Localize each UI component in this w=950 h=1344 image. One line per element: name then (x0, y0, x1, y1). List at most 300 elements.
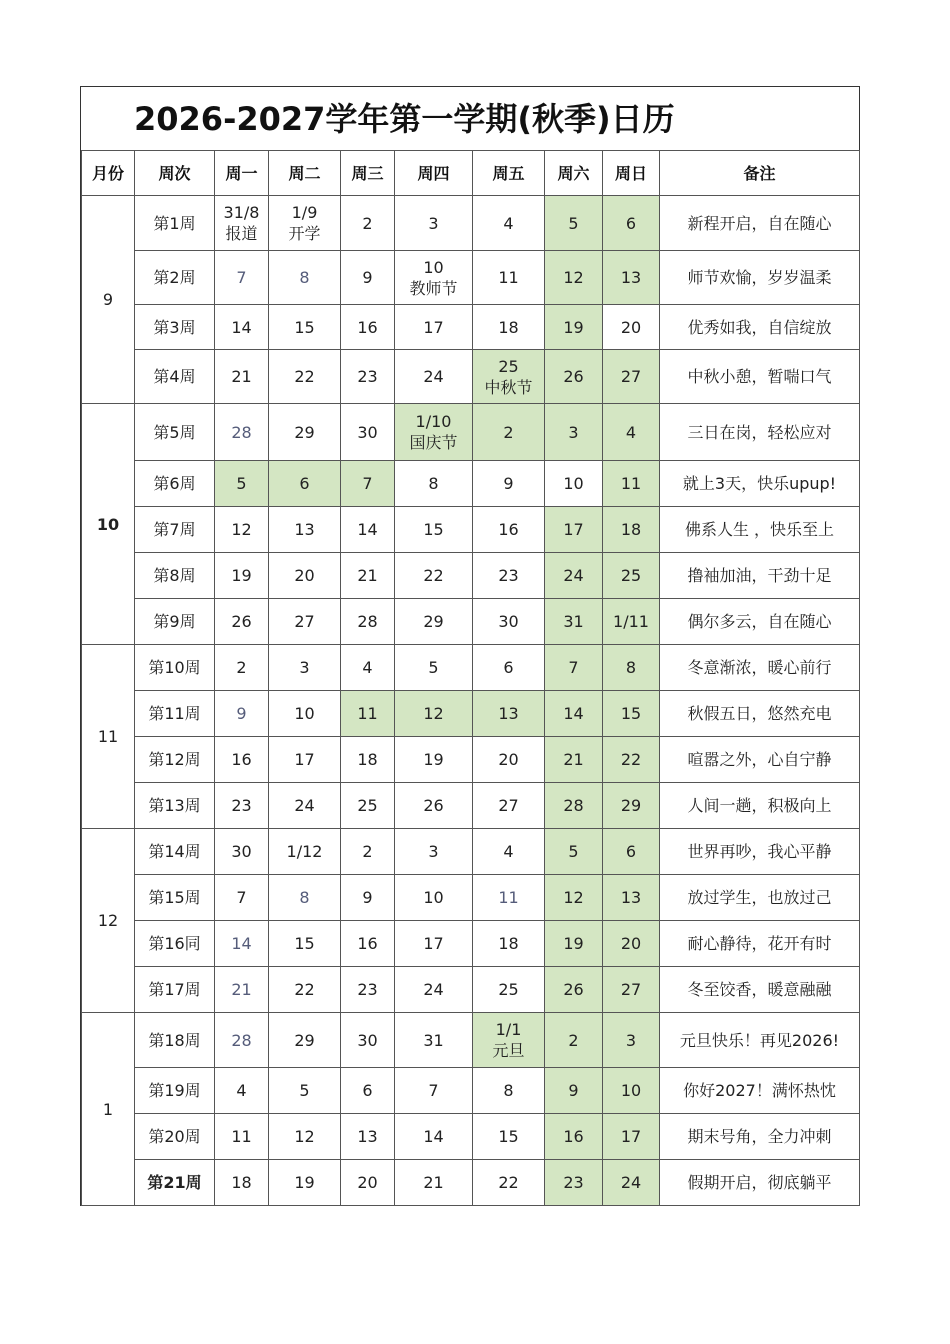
header-month: 月份 (82, 151, 135, 196)
day-number: 14 (357, 520, 378, 539)
day-cell (341, 875, 395, 921)
day-cell (603, 783, 660, 829)
day-cell (215, 1068, 269, 1114)
day-cell (215, 507, 269, 553)
day-cell (545, 1013, 603, 1068)
day-number: 16 (498, 520, 519, 539)
day-number: 15 (498, 1127, 519, 1146)
day-cell (269, 350, 341, 404)
day-number: 21 (423, 1173, 444, 1192)
day-number: 21 (357, 566, 378, 585)
day-cell (473, 461, 545, 507)
day-cell (603, 599, 660, 645)
day-number: 31 (563, 612, 584, 631)
day-cell (395, 404, 473, 461)
day-number: 23 (231, 796, 252, 815)
day-number: 17 (423, 934, 444, 953)
day-number: 13 (620, 268, 642, 287)
day-number: 18 (231, 1173, 252, 1192)
day-cell (545, 196, 603, 251)
day-number: 4 (503, 842, 514, 861)
day-cell (215, 645, 269, 691)
day-number: 30 (498, 612, 519, 631)
day-number: 12 (423, 704, 444, 723)
day-cell (341, 196, 395, 251)
day-number: 6 (625, 842, 637, 861)
day-cell (473, 691, 545, 737)
day-cell (269, 967, 341, 1013)
week-row (82, 875, 860, 921)
day-number: 5 (428, 658, 439, 677)
day-number: 14 (231, 934, 252, 953)
day-number: 11 (231, 1127, 252, 1146)
day-number: 31 (423, 1030, 444, 1050)
day-number: 13 (498, 704, 519, 723)
day-number: 21 (231, 980, 252, 999)
day-cell (395, 783, 473, 829)
day-cell (395, 1013, 473, 1068)
day-cell (473, 251, 545, 305)
day-number: 21 (231, 367, 252, 386)
day-event: 中秋节 (484, 377, 533, 397)
day-number: 2 (236, 658, 247, 677)
day-number: 30 (357, 1030, 378, 1050)
day-number: 6 (362, 1081, 373, 1100)
week-row (82, 553, 860, 599)
day-cell (269, 404, 341, 461)
day-cell (603, 404, 660, 461)
day-cell (215, 829, 269, 875)
day-cell (215, 691, 269, 737)
week-label: 第20周 (135, 1114, 215, 1160)
day-number: 5 (568, 213, 579, 233)
day-cell (603, 967, 660, 1013)
month-cell: 1 (82, 1013, 135, 1206)
week-label: 第7周 (135, 507, 215, 553)
day-number: 5 (568, 842, 579, 861)
note-cell: 中秋小憩，暂喘口气 (660, 350, 860, 404)
day-cell (395, 1068, 473, 1114)
week-row (82, 1068, 860, 1114)
day-cell (545, 691, 603, 737)
day-cell (215, 251, 269, 305)
day-number: 1/10 (415, 412, 452, 431)
day-cell (473, 1013, 545, 1068)
day-number: 26 (563, 367, 584, 386)
day-number: 22 (423, 566, 444, 585)
day-cell (341, 553, 395, 599)
week-label: 第8周 (135, 553, 215, 599)
day-cell (215, 599, 269, 645)
day-cell (545, 737, 603, 783)
week-label: 第9周 (135, 599, 215, 645)
day-cell (473, 599, 545, 645)
day-number: 7 (362, 474, 373, 493)
day-number: 20 (357, 1173, 378, 1192)
day-cell (269, 921, 341, 967)
day-number: 27 (498, 796, 519, 815)
day-number: 29 (294, 1030, 315, 1050)
day-number: 9 (503, 474, 514, 493)
day-cell (395, 553, 473, 599)
day-number: 26 (563, 980, 584, 999)
header-week: 周次 (135, 151, 215, 196)
day-cell (603, 196, 660, 251)
day-cell (545, 921, 603, 967)
day-number: 10 (563, 474, 584, 493)
day-number: 20 (498, 750, 519, 769)
day-number: 18 (498, 934, 519, 953)
day-number: 29 (620, 796, 642, 815)
week-row (82, 1013, 860, 1068)
month-cell: 9 (82, 196, 135, 404)
day-cell (395, 875, 473, 921)
week-row (82, 1114, 860, 1160)
day-number: 19 (231, 566, 252, 585)
week-row (82, 404, 860, 461)
day-cell (269, 691, 341, 737)
day-number: 29 (423, 612, 444, 631)
day-cell (341, 921, 395, 967)
day-cell (215, 404, 269, 461)
day-cell (603, 691, 660, 737)
day-number: 22 (294, 367, 315, 386)
day-cell (473, 553, 545, 599)
day-cell (545, 967, 603, 1013)
day-number: 3 (299, 658, 310, 677)
day-number: 3 (625, 1030, 637, 1050)
day-cell (473, 196, 545, 251)
week-label: 第6周 (135, 461, 215, 507)
day-number: 11 (620, 474, 642, 493)
day-cell (269, 507, 341, 553)
day-cell (341, 1160, 395, 1206)
note-cell: 喧嚣之外，心自宁静 (660, 737, 860, 783)
day-event: 教师节 (409, 278, 458, 298)
day-number: 13 (620, 888, 642, 907)
week-row (82, 305, 860, 350)
day-cell (545, 645, 603, 691)
day-cell (269, 1068, 341, 1114)
day-number: 12 (294, 1127, 315, 1146)
day-cell (395, 461, 473, 507)
day-cell (473, 783, 545, 829)
day-cell (341, 737, 395, 783)
day-cell (395, 251, 473, 305)
day-number: 10 (294, 704, 315, 723)
day-cell (341, 1013, 395, 1068)
day-number: 11 (357, 704, 378, 723)
note-cell: 冬意渐浓，暖心前行 (660, 645, 860, 691)
day-cell (341, 1068, 395, 1114)
week-row (82, 196, 860, 251)
day-cell (215, 350, 269, 404)
day-cell (269, 1013, 341, 1068)
day-cell (603, 350, 660, 404)
day-number: 22 (620, 750, 642, 769)
day-number: 16 (357, 317, 378, 337)
day-number: 4 (236, 1081, 247, 1100)
header-sun: 周日 (603, 151, 660, 196)
week-row (82, 691, 860, 737)
day-number: 20 (620, 317, 642, 337)
note-cell: 优秀如我，自信绽放 (660, 305, 860, 350)
header-row (82, 151, 860, 196)
day-cell (545, 1114, 603, 1160)
calendar-table (81, 150, 860, 1206)
day-number: 12 (563, 268, 584, 287)
day-number: 3 (568, 422, 579, 442)
day-number: 27 (620, 980, 642, 999)
day-number: 23 (357, 980, 378, 999)
day-number: 28 (231, 422, 252, 442)
day-cell (473, 967, 545, 1013)
day-cell (395, 350, 473, 404)
day-number: 24 (294, 796, 315, 815)
day-number: 3 (428, 213, 439, 233)
day-number: 10 (423, 888, 444, 907)
note-cell: 师节欢愉，岁岁温柔 (660, 251, 860, 305)
day-number: 7 (568, 658, 579, 677)
day-cell (395, 1114, 473, 1160)
week-label: 第16同 (135, 921, 215, 967)
day-number: 18 (620, 520, 642, 539)
day-number: 17 (620, 1127, 642, 1146)
header-tue: 周二 (269, 151, 341, 196)
day-cell (603, 1114, 660, 1160)
day-number: 4 (625, 422, 637, 442)
day-number: 22 (498, 1173, 519, 1192)
day-number: 16 (357, 934, 378, 953)
note-cell: 人间一趟，积极向上 (660, 783, 860, 829)
day-number: 15 (620, 704, 642, 723)
day-number: 2 (362, 842, 373, 861)
day-number: 25 (357, 796, 378, 815)
month-cell: 10 (82, 404, 135, 645)
day-cell (215, 1160, 269, 1206)
day-number: 4 (362, 658, 373, 677)
week-row (82, 1160, 860, 1206)
note-cell: 期末号角，全力冲刺 (660, 1114, 860, 1160)
day-cell (603, 829, 660, 875)
day-number: 11 (498, 268, 519, 287)
day-number: 28 (563, 796, 584, 815)
day-number: 7 (428, 1081, 439, 1100)
day-cell (603, 507, 660, 553)
day-cell (545, 305, 603, 350)
day-number: 14 (563, 704, 584, 723)
week-label: 第10周 (135, 645, 215, 691)
week-label: 第2周 (135, 251, 215, 305)
week-row (82, 737, 860, 783)
week-label: 第11周 (135, 691, 215, 737)
day-cell (269, 305, 341, 350)
day-cell (473, 1068, 545, 1114)
day-number: 14 (423, 1127, 444, 1146)
day-number: 23 (357, 367, 378, 386)
day-cell (269, 1160, 341, 1206)
day-cell (473, 1160, 545, 1206)
day-number: 15 (294, 317, 315, 337)
day-number: 19 (423, 750, 444, 769)
day-cell (603, 553, 660, 599)
day-cell (341, 461, 395, 507)
day-number: 18 (357, 750, 378, 769)
week-row (82, 783, 860, 829)
day-number: 10 (423, 257, 444, 277)
week-row (82, 507, 860, 553)
day-number: 18 (498, 317, 519, 337)
day-cell (395, 829, 473, 875)
day-event: 报道 (225, 224, 258, 243)
day-cell (603, 1013, 660, 1068)
note-cell: 就上3天，快乐upup! (660, 461, 860, 507)
day-cell (545, 350, 603, 404)
day-number: 2 (568, 1030, 579, 1050)
note-cell: 元旦快乐！再见2026! (660, 1013, 860, 1068)
calendar-body (82, 196, 860, 1206)
day-cell (215, 553, 269, 599)
day-cell (269, 783, 341, 829)
day-cell (215, 921, 269, 967)
day-number: 8 (299, 268, 310, 287)
day-cell (395, 645, 473, 691)
week-label: 第21周 (135, 1160, 215, 1206)
day-cell (545, 553, 603, 599)
week-label: 第1周 (135, 196, 215, 251)
day-number: 16 (231, 750, 252, 769)
day-cell (269, 645, 341, 691)
day-cell (215, 737, 269, 783)
day-number: 15 (423, 520, 444, 539)
day-cell (269, 461, 341, 507)
day-event: 国庆节 (409, 433, 458, 452)
day-number: 31/8 (223, 203, 260, 222)
week-row (82, 350, 860, 404)
week-row (82, 967, 860, 1013)
day-cell (269, 251, 341, 305)
day-number: 29 (294, 422, 315, 442)
day-number: 25 (498, 980, 519, 999)
week-label: 第18周 (135, 1013, 215, 1068)
day-number: 8 (503, 1081, 514, 1100)
day-number: 7 (236, 888, 247, 907)
day-cell (473, 875, 545, 921)
day-cell (341, 404, 395, 461)
day-cell (473, 350, 545, 404)
day-cell (545, 404, 603, 461)
day-number: 26 (231, 612, 252, 631)
day-number: 1/12 (286, 842, 323, 861)
day-number: 19 (294, 1173, 315, 1192)
week-label: 第14周 (135, 829, 215, 875)
note-cell: 三日在岗，轻松应对 (660, 404, 860, 461)
day-number: 7 (236, 268, 247, 287)
day-cell (215, 1013, 269, 1068)
day-number: 19 (563, 934, 584, 953)
day-number: 6 (503, 658, 514, 677)
day-cell (395, 691, 473, 737)
day-number: 9 (568, 1081, 579, 1100)
note-cell: 撸袖加油，干劲十足 (660, 553, 860, 599)
day-cell (473, 921, 545, 967)
week-label: 第12周 (135, 737, 215, 783)
day-cell (269, 553, 341, 599)
day-cell (215, 305, 269, 350)
day-number: 11 (498, 888, 519, 907)
day-cell (341, 1114, 395, 1160)
day-number: 23 (498, 566, 519, 585)
day-number: 16 (563, 1127, 584, 1146)
day-cell (215, 461, 269, 507)
day-cell (545, 599, 603, 645)
day-cell (545, 507, 603, 553)
day-cell (603, 305, 660, 350)
day-number: 1/11 (613, 612, 649, 631)
note-cell: 秋假五日，悠然充电 (660, 691, 860, 737)
day-cell (603, 1068, 660, 1114)
day-number: 2 (503, 422, 514, 442)
week-row (82, 251, 860, 305)
day-number: 8 (428, 474, 439, 493)
day-cell (473, 645, 545, 691)
title-row (81, 87, 859, 151)
day-cell (395, 507, 473, 553)
note-cell: 放过学生，也放过己 (660, 875, 860, 921)
day-cell (545, 251, 603, 305)
day-cell (341, 305, 395, 350)
day-cell (215, 196, 269, 251)
week-label: 第4周 (135, 350, 215, 404)
day-number: 12 (563, 888, 584, 907)
day-number: 23 (563, 1173, 584, 1192)
day-cell (341, 645, 395, 691)
day-event: 元旦 (492, 1041, 525, 1060)
header-thu: 周四 (395, 151, 473, 196)
day-number: 1/9 (291, 203, 318, 222)
day-cell (395, 921, 473, 967)
page-title: 2026-2027学年第一学期(秋季)日历 (134, 100, 675, 138)
day-cell (545, 875, 603, 921)
day-cell (395, 305, 473, 350)
header-sat: 周六 (545, 151, 603, 196)
day-cell (545, 829, 603, 875)
note-cell: 假期开启，彻底躺平 (660, 1160, 860, 1206)
note-cell: 新程开启，自在随心 (660, 196, 860, 251)
day-number: 22 (294, 980, 315, 999)
day-cell (603, 737, 660, 783)
day-cell (473, 305, 545, 350)
day-cell (395, 196, 473, 251)
day-number: 6 (625, 213, 637, 233)
day-number: 27 (620, 367, 642, 386)
day-number: 8 (625, 658, 637, 677)
day-number: 30 (231, 842, 252, 861)
week-row (82, 461, 860, 507)
day-cell (269, 737, 341, 783)
day-cell (473, 507, 545, 553)
day-cell (473, 737, 545, 783)
day-cell (269, 1114, 341, 1160)
day-cell (603, 921, 660, 967)
day-cell (395, 1160, 473, 1206)
day-number: 9 (362, 888, 373, 907)
day-number: 12 (231, 520, 252, 539)
day-cell (341, 251, 395, 305)
day-cell (341, 507, 395, 553)
day-cell (341, 691, 395, 737)
week-label: 第15周 (135, 875, 215, 921)
